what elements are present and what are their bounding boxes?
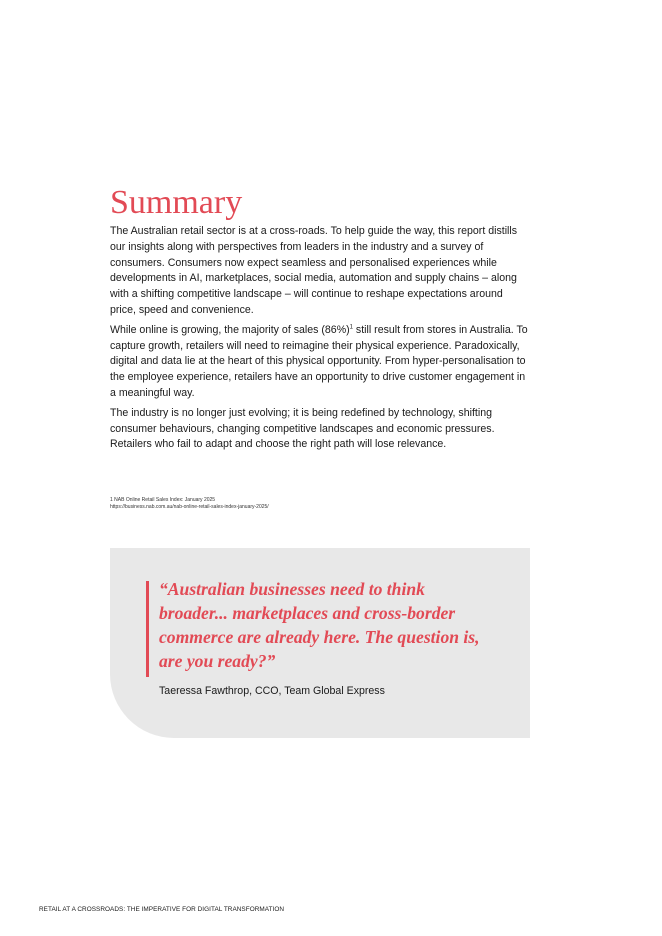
footnote-source: 1 NAB Online Retail Sales Index: January 2025 [110, 497, 216, 503]
summary-paragraph-1: The Australian retail sector is at a cross-roads. To help guide the way, this report distills our insights along with perspectives from leaders in the industry and a survey of consumers. Consumers now expect seamless and personalised experiences while developments in AI, marketplaces, social media, automation and supply chains – along with a shifting competitive landscape – will continue to reshape expectations around price, speed and convenience. [110, 225, 518, 316]
pull-quote-panel [110, 548, 530, 738]
paragraph-2-text-before: While online is growing, the majority of sales (86%) [110, 323, 350, 336]
paragraph-2-text-after: still result from stores in Australia. To capture growth, retailers will need to reimagine their physical experience. Paradoxically, digital and data lie at the heart of this physical opportunity. From hyper-personalisation to the employee experience, retailers have an opportunity to drive customer engagement in a meaningful way. [110, 323, 528, 399]
summary-body [110, 224, 528, 457]
quote-accent-bar [146, 581, 149, 677]
footnote-url: https://business.nab.com.au/nab-online-retail-sales-index-january-2025/ [110, 504, 269, 510]
quote-attribution: Taeressa Fawthrop, CCO, Team Global Express [159, 685, 385, 697]
summary-paragraph-2 [110, 323, 528, 402]
summary-paragraph-3: The industry is no longer just evolving; it is being redefined by technology, shifting consumer behaviours, changing competitive landscapes and economic pressures. Retailers who fail to adapt and choose the right path will lose relevance. [110, 406, 495, 451]
footnote [110, 497, 269, 511]
footnote-marker: 1 [349, 324, 353, 331]
page-title: Summary [110, 184, 243, 221]
running-footer: RETAIL AT A CROSSROADS: THE IMPERATIVE FOR DIGITAL TRANSFORMATION [39, 906, 285, 913]
pull-quote-text: “Australian businesses need to think broader... marketplaces and cross-border commerce are already here. The question is, are you ready?” [159, 579, 480, 671]
